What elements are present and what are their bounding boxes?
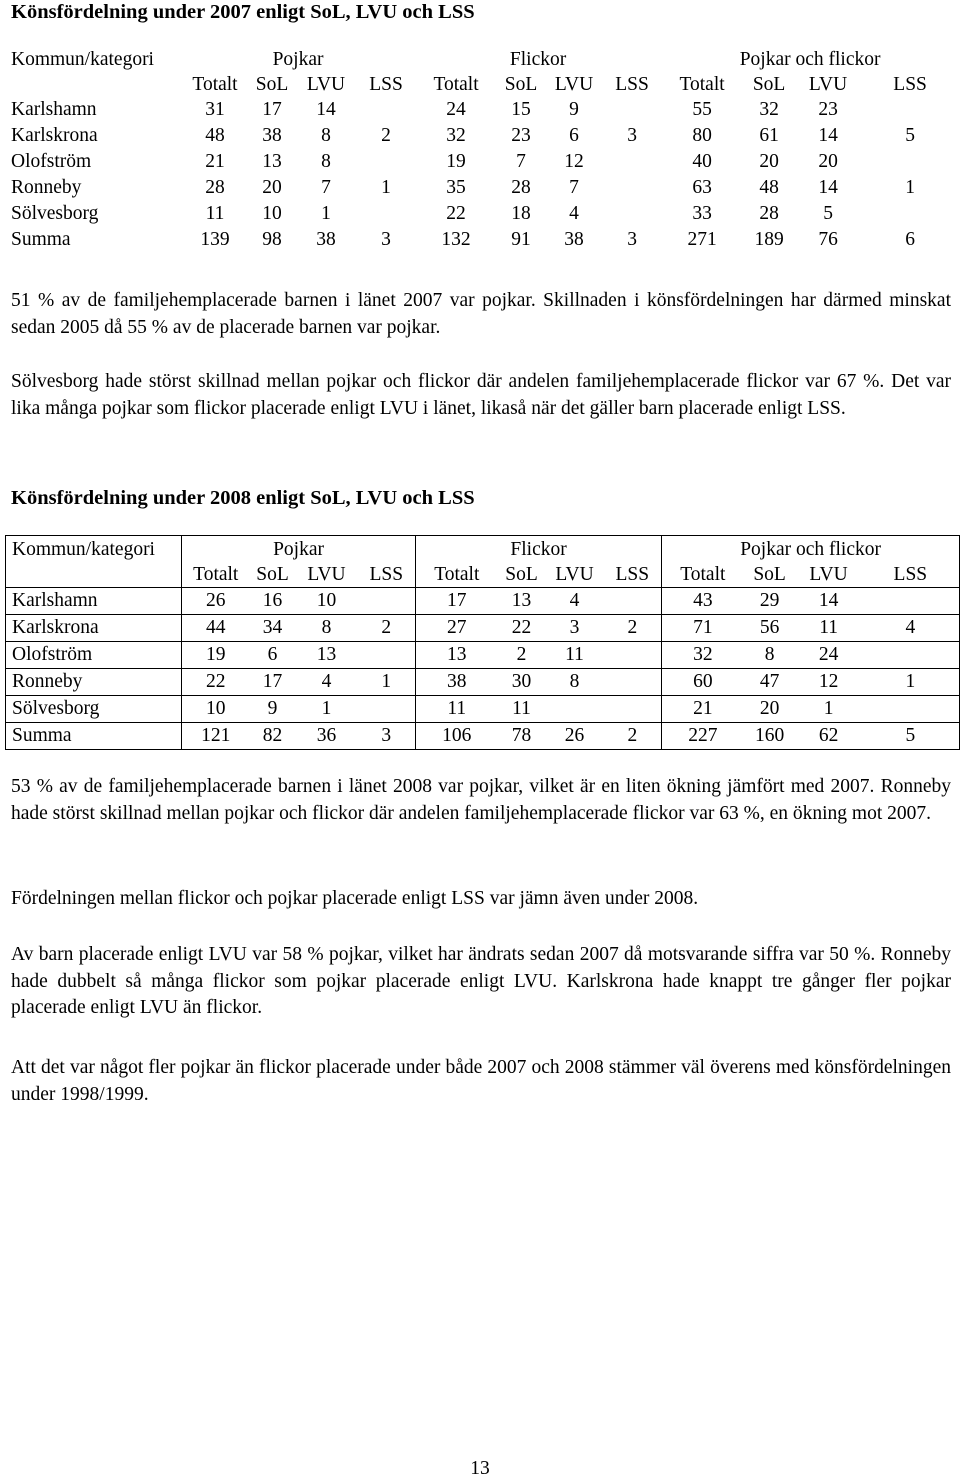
- table-cell: 82: [250, 723, 296, 750]
- row-label: Sölvesborg: [11, 203, 99, 224]
- table-cell: 21: [205, 151, 225, 172]
- table-cell: 8: [321, 151, 331, 172]
- table-row: [5, 175, 959, 201]
- row-label: Olofström: [6, 642, 182, 669]
- table-row: [6, 696, 960, 723]
- subcolumn-header: LVU: [546, 563, 604, 588]
- table-cell: 32: [446, 125, 466, 146]
- table-cell: 4: [569, 203, 579, 224]
- table-row: [5, 227, 959, 253]
- table-cell: 28: [759, 203, 779, 224]
- table-cell: 9: [569, 99, 579, 120]
- table-cell: 19: [182, 642, 250, 669]
- table-cell: [862, 588, 960, 615]
- table-cell: 23: [818, 99, 838, 120]
- table-cell: 76: [818, 229, 838, 250]
- table-cell: 47: [744, 669, 796, 696]
- table-cell: 14: [316, 99, 336, 120]
- table-cell: 160: [744, 723, 796, 750]
- subcolumn-header: LSS: [358, 563, 416, 588]
- subcolumn-header: LSS: [862, 563, 960, 588]
- paragraph-2008-2: Fördelningen mellan flickor och pojkar placerade enligt LSS var jämn även under 2008.: [11, 888, 699, 909]
- subcolumn-header: LVU: [796, 563, 862, 588]
- table-cell: 26: [546, 723, 604, 750]
- table-header-groups: [5, 46, 959, 73]
- table-cell: 4: [862, 615, 960, 642]
- table-cell: 28: [511, 177, 531, 198]
- table-cell: 10: [182, 696, 250, 723]
- subcolumn-header: LVU: [296, 563, 358, 588]
- table-cell: 24: [446, 99, 466, 120]
- table-cell: 1: [321, 203, 331, 224]
- table-cell: 17: [262, 99, 282, 120]
- table-cell: [604, 642, 662, 669]
- subcolumn-header: SoL: [504, 74, 538, 95]
- corner-label: Kommun/kategori: [6, 536, 182, 564]
- row-label: Karlshamn: [11, 99, 97, 120]
- table-cell: 8: [296, 615, 358, 642]
- row-label: Olofström: [11, 151, 92, 172]
- subcolumn-header: Totalt: [662, 563, 744, 588]
- row-label: Karlskrona: [11, 125, 98, 146]
- row-label: Sölvesborg: [6, 696, 182, 723]
- table-cell: 33: [692, 203, 712, 224]
- table-cell: 5: [862, 723, 960, 750]
- table-cell: 271: [687, 229, 717, 250]
- table-cell: 22: [498, 615, 546, 642]
- table-cell: 1: [862, 669, 960, 696]
- gender-table-2008: [5, 535, 960, 750]
- table-cell: 38: [564, 229, 584, 250]
- table-row: [5, 97, 959, 123]
- subcolumn-header: Totalt: [679, 74, 725, 95]
- table-cell: 17: [416, 588, 498, 615]
- table-cell: 36: [296, 723, 358, 750]
- column-group-header: Pojkar: [182, 536, 416, 564]
- table-cell: 106: [416, 723, 498, 750]
- subcolumn-header: Totalt: [192, 74, 238, 95]
- subcolumn-header: LSS: [604, 563, 662, 588]
- subcolumn-header: LVU: [554, 74, 594, 95]
- table-cell: 32: [759, 99, 779, 120]
- table-cell: [603, 201, 661, 227]
- table-cell: 1: [381, 177, 391, 198]
- table-cell: 7: [321, 177, 331, 198]
- subcolumn-header: Totalt: [182, 563, 250, 588]
- table-cell: 38: [262, 125, 282, 146]
- table-cell: 55: [692, 99, 712, 120]
- paragraph-2007-2: Sölvesborg hade störst skillnad mellan pojkar och flickor där andelen familjehemplacerade flickor var 67 %. Det var lika många pojkar som flickor placerade enligt LVU i länet, likaså när det gäller barn placerade enligt LSS.: [11, 371, 951, 419]
- table-cell: 78: [498, 723, 546, 750]
- table-cell: 11: [498, 696, 546, 723]
- column-group-header: Flickor: [509, 49, 567, 70]
- table-cell: [604, 696, 662, 723]
- page-number: 13: [470, 1458, 490, 1479]
- table-cell: 24: [796, 642, 862, 669]
- table-cell: 227: [662, 723, 744, 750]
- table-header-subcolumns: [6, 563, 960, 588]
- table-cell: 20: [262, 177, 282, 198]
- table-cell: 48: [205, 125, 225, 146]
- subcolumn-header: SoL: [498, 563, 546, 588]
- paragraph-2008-4: Att det var något fler pojkar än flickor placerade under både 2007 och 2008 stämmer väl överens med könsfördelningen under 1998/1999.: [11, 1057, 951, 1105]
- table-cell: 26: [182, 588, 250, 615]
- table-cell: 1: [905, 177, 915, 198]
- table-cell: 6: [569, 125, 579, 146]
- table-cell: 29: [744, 588, 796, 615]
- subcolumn-header: SoL: [255, 74, 289, 95]
- table-cell: 3: [358, 723, 416, 750]
- table-cell: 8: [744, 642, 796, 669]
- row-label: Ronneby: [11, 177, 82, 198]
- table-cell: 34: [250, 615, 296, 642]
- table-cell: 8: [321, 125, 331, 146]
- table-cell: 2: [381, 125, 391, 146]
- table-cell: 20: [818, 151, 838, 172]
- table-cell: 60: [662, 669, 744, 696]
- table-cell: 91: [511, 229, 531, 250]
- table-cell: [546, 696, 604, 723]
- table-cell: 14: [818, 125, 838, 146]
- table-cell: 11: [796, 615, 862, 642]
- row-label: Karlskrona: [6, 615, 182, 642]
- table-cell: 189: [754, 229, 784, 250]
- table-cell: 3: [546, 615, 604, 642]
- table-row: [6, 642, 960, 669]
- table-cell: 1: [358, 669, 416, 696]
- table-cell: 11: [416, 696, 498, 723]
- table-cell: 21: [662, 696, 744, 723]
- table-cell: 10: [296, 588, 358, 615]
- subcolumn-header: LVU: [808, 74, 848, 95]
- row-label: Summa: [6, 723, 182, 750]
- corner-blank: [6, 563, 182, 588]
- table-cell: 22: [182, 669, 250, 696]
- table-cell: 71: [662, 615, 744, 642]
- row-label: Summa: [11, 229, 71, 250]
- table-row: [5, 123, 959, 149]
- table-cell: 13: [416, 642, 498, 669]
- table-cell: 28: [205, 177, 225, 198]
- table-cell: 7: [516, 151, 526, 172]
- subcolumn-header: LSS: [893, 74, 927, 95]
- table-cell: [861, 201, 959, 227]
- corner-label: Kommun/kategori: [11, 49, 154, 70]
- table-cell: [604, 669, 662, 696]
- subcolumn-header: LVU: [306, 74, 346, 95]
- table-cell: 61: [759, 125, 779, 146]
- table-cell: [604, 588, 662, 615]
- table-cell: 2: [604, 615, 662, 642]
- table-cell: 9: [250, 696, 296, 723]
- table-header-subcolumns: [5, 73, 959, 97]
- table-cell: 3: [627, 125, 637, 146]
- table-row: [6, 588, 960, 615]
- subcolumn-header: SoL: [752, 74, 786, 95]
- table-cell: 32: [662, 642, 744, 669]
- subcolumn-header: LSS: [615, 74, 649, 95]
- table-cell: 1: [796, 696, 862, 723]
- table-row: [5, 201, 959, 227]
- table-cell: [603, 97, 661, 123]
- table-row: [5, 149, 959, 175]
- table-cell: 4: [546, 588, 604, 615]
- table-cell: 43: [662, 588, 744, 615]
- table-cell: 14: [818, 177, 838, 198]
- table-cell: [358, 642, 416, 669]
- table-cell: 16: [250, 588, 296, 615]
- table-cell: 132: [441, 229, 471, 250]
- table-cell: 13: [498, 588, 546, 615]
- subcolumn-header: Totalt: [433, 74, 479, 95]
- table-cell: 44: [182, 615, 250, 642]
- table-cell: [862, 696, 960, 723]
- table-cell: 6: [250, 642, 296, 669]
- table-cell: 38: [416, 669, 498, 696]
- subcolumn-header: SoL: [250, 563, 296, 588]
- table-cell: 5: [823, 203, 833, 224]
- column-group-header: Pojkar och flickor: [662, 536, 960, 564]
- table-cell: [357, 149, 415, 175]
- table-cell: 19: [446, 151, 466, 172]
- section-heading-2007: Könsfördelning under 2007 enligt SoL, LVU och LSS: [11, 1, 475, 23]
- table-cell: 10: [262, 203, 282, 224]
- table-cell: [357, 201, 415, 227]
- table-cell: [861, 97, 959, 123]
- table-cell: 11: [546, 642, 604, 669]
- table-cell: 15: [511, 99, 531, 120]
- table-cell: 13: [296, 642, 358, 669]
- table-cell: 2: [604, 723, 662, 750]
- table-row: [6, 669, 960, 696]
- table-cell: 8: [546, 669, 604, 696]
- table-cell: 20: [744, 696, 796, 723]
- table-cell: 18: [511, 203, 531, 224]
- table-cell: 38: [316, 229, 336, 250]
- column-group-header: Flickor: [416, 536, 662, 564]
- section-heading-2008: Könsfördelning under 2008 enligt SoL, LVU och LSS: [11, 487, 475, 509]
- table-cell: 20: [759, 151, 779, 172]
- paragraph-2008-3: Av barn placerade enligt LVU var 58 % pojkar, vilket har ändrats sedan 2007 då motsvarande siffra var 50 %. Ronneby hade dubbelt så många flickor som pojkar placerade enligt LVU. Karlskrona hade knappt tre gånger fler pojkar placerade enligt LVU än flickor.: [11, 944, 951, 1018]
- table-cell: 62: [796, 723, 862, 750]
- table-cell: 23: [511, 125, 531, 146]
- table-cell: 98: [262, 229, 282, 250]
- table-cell: 63: [692, 177, 712, 198]
- corner-blank: [5, 73, 181, 97]
- table-cell: [358, 588, 416, 615]
- table-cell: 48: [759, 177, 779, 198]
- subcolumn-header: SoL: [744, 563, 796, 588]
- table-cell: 6: [905, 229, 915, 250]
- table-cell: 11: [205, 203, 225, 224]
- table-cell: 4: [296, 669, 358, 696]
- paragraph-2008-1: 53 % av de familjehemplacerade barnen i länet 2008 var pojkar, vilket är en liten ökning jämfört med 2007. Ronneby hade störst skillnad mellan pojkar och flickor där andelen familjehemplacerade flickor var 63 %, en ökning mot 2007.: [11, 776, 951, 824]
- table-cell: 80: [692, 125, 712, 146]
- table-row: [6, 615, 960, 642]
- table-cell: 3: [381, 229, 391, 250]
- table-cell: 7: [569, 177, 579, 198]
- table-cell: 2: [498, 642, 546, 669]
- table-cell: 5: [905, 125, 915, 146]
- table-cell: 139: [200, 229, 230, 250]
- row-label: Karlshamn: [6, 588, 182, 615]
- gender-table-2007: [5, 46, 959, 253]
- table-cell: 22: [446, 203, 466, 224]
- table-cell: [357, 97, 415, 123]
- table-cell: 121: [182, 723, 250, 750]
- table-cell: 27: [416, 615, 498, 642]
- table-cell: 12: [564, 151, 584, 172]
- table-cell: 12: [796, 669, 862, 696]
- column-group-header: Pojkar: [272, 49, 324, 70]
- subcolumn-header: LSS: [369, 74, 403, 95]
- table-cell: 3: [627, 229, 637, 250]
- table-cell: 56: [744, 615, 796, 642]
- table-cell: 1: [296, 696, 358, 723]
- paragraph-2007-1: 51 % av de familjehemplacerade barnen i länet 2007 var pojkar. Skillnaden i könsfördelningen har därmed minskat sedan 2005 då 55 % av de placerade barnen var pojkar.: [11, 290, 951, 338]
- row-label: Ronneby: [6, 669, 182, 696]
- table-cell: 13: [262, 151, 282, 172]
- table-cell: [603, 149, 661, 175]
- subcolumn-header: Totalt: [416, 563, 498, 588]
- table-cell: [861, 149, 959, 175]
- table-cell: [603, 175, 661, 201]
- table-cell: [358, 696, 416, 723]
- table-cell: 40: [692, 151, 712, 172]
- table-cell: 35: [446, 177, 466, 198]
- table-cell: 31: [205, 99, 225, 120]
- table-cell: [862, 642, 960, 669]
- table-cell: 17: [250, 669, 296, 696]
- table-cell: 2: [358, 615, 416, 642]
- table-header-groups: [6, 536, 960, 564]
- table-row: [6, 723, 960, 750]
- table-cell: 30: [498, 669, 546, 696]
- table-cell: 14: [796, 588, 862, 615]
- column-group-header: Pojkar och flickor: [739, 49, 881, 70]
